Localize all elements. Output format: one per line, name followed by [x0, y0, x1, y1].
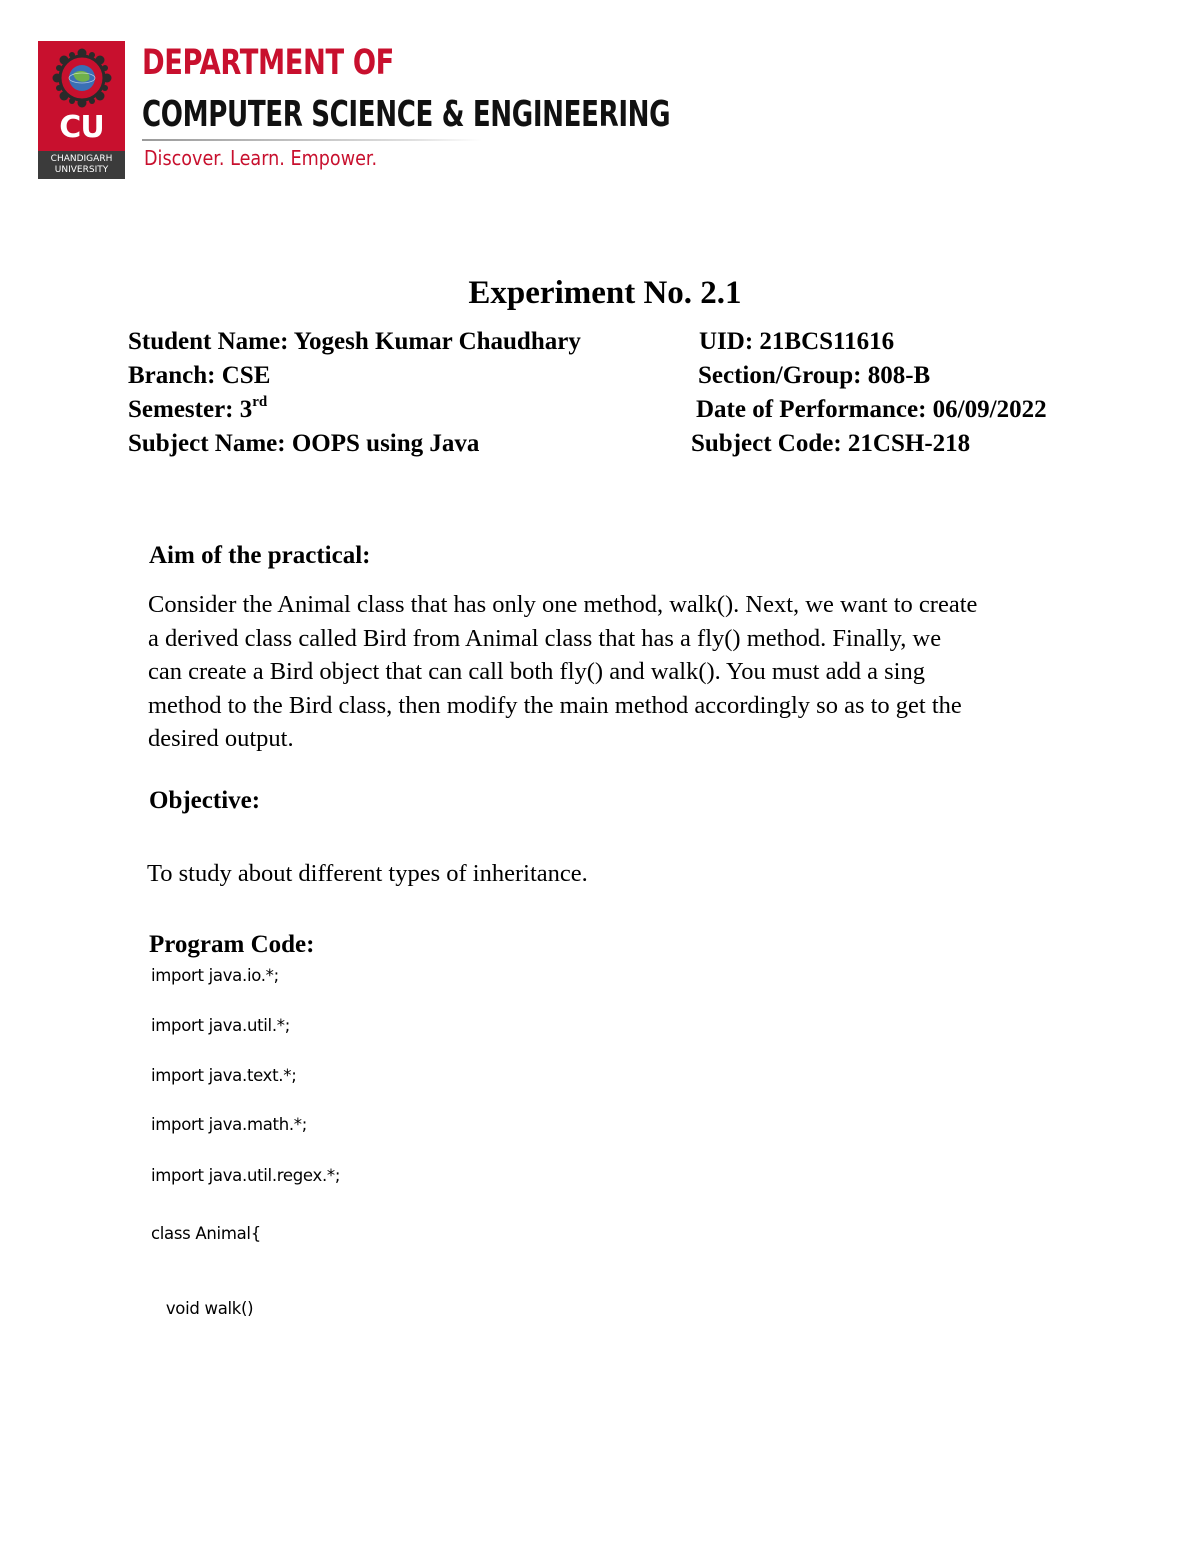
department-heading-line2: COMPUTER SCIENCE & ENGINEERING — [142, 94, 671, 135]
objective-heading: Objective: — [149, 787, 261, 814]
code-line: import java.io.*; — [151, 966, 279, 985]
branch: Branch: CSE — [128, 362, 271, 389]
aim-paragraph — [148, 588, 1108, 756]
code-line: import java.util.*; — [151, 1016, 290, 1035]
semester — [128, 395, 267, 425]
code-line: void walk() — [151, 1299, 254, 1318]
aim-line: a derived class called Bird from Animal class that has a fly() method. Finally, we — [148, 624, 942, 652]
logo-university-line1: CHANDIGARH — [50, 154, 113, 164]
code-line: import java.util.regex.*; — [151, 1166, 341, 1185]
experiment-title: Experiment No. 2.1 — [468, 275, 742, 311]
code-line: class Animal{ — [151, 1224, 261, 1243]
aim-line: Consider the Animal class that has only one method, walk(). Next, we want to create — [148, 591, 978, 618]
program-code-heading: Program Code: — [149, 931, 315, 958]
code-line: import java.text.*; — [151, 1066, 297, 1085]
header-divider — [142, 139, 482, 141]
objective-text: To study about different types of inheritance. — [147, 860, 588, 887]
aim-heading: Aim of the practical: — [149, 542, 371, 569]
code-line: import java.math.*; — [151, 1115, 308, 1134]
student-uid: UID: 21BCS11616 — [699, 328, 895, 355]
semester-value: Semester: 3 — [128, 396, 253, 423]
subject-name: Subject Name: OOPS using Java — [128, 430, 480, 457]
aim-line: can create a Bird object that can call both fly() and walk(). You must add a sing — [148, 658, 925, 686]
section-group: Section/Group: 808-B — [698, 362, 931, 389]
aim-line: method to the Bird class, then modify the main method accordingly so as to get the — [148, 691, 962, 719]
date-of-performance: Date of Performance: 06/09/2022 — [696, 396, 1047, 423]
aim-line: desired output. — [148, 725, 294, 753]
semester-suffix: rd — [252, 393, 268, 410]
logo-university-line2: UNIVERSITY — [54, 165, 109, 175]
logo-mark-text: CU — [59, 110, 104, 145]
subject-code: Subject Code: 21CSH-218 — [691, 430, 971, 457]
university-logo — [38, 41, 125, 179]
student-name: Student Name: Yogesh Kumar Chaudhary — [128, 328, 581, 355]
tagline: Discover. Learn. Empower. — [144, 146, 378, 170]
department-heading-line1: DEPARTMENT OF — [142, 43, 394, 83]
cog-globe-emblem-icon — [51, 47, 113, 109]
